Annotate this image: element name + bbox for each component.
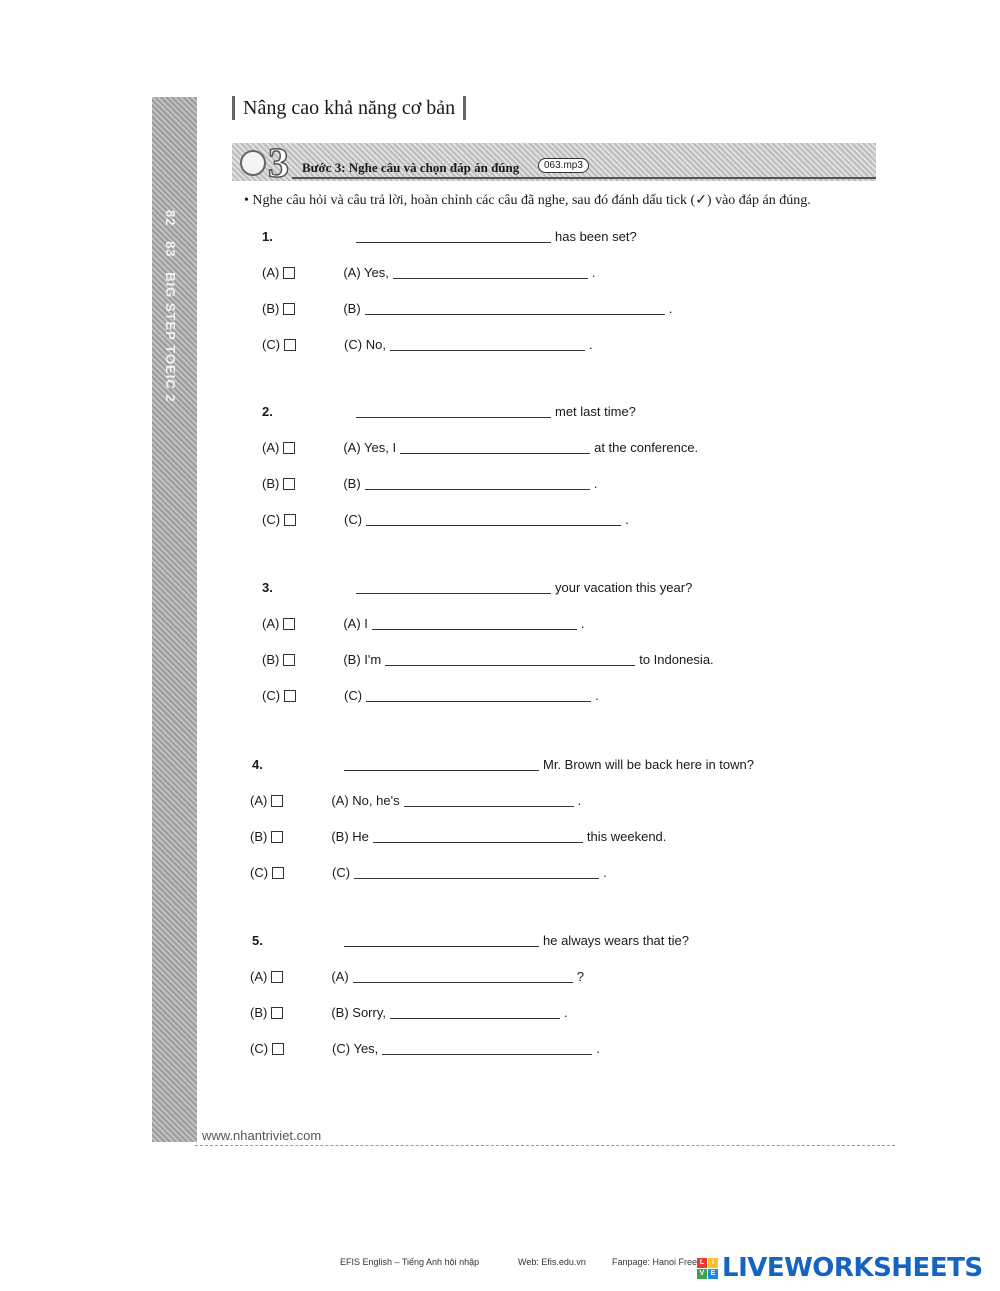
question-text: met last time? [555,404,636,419]
sidebar-book: BIG STEP TOEIC 2 [163,272,178,403]
answer-suffix: at the conference. [594,440,699,455]
tick-checkbox[interactable] [271,831,283,843]
answer-blank-input[interactable] [382,1042,592,1055]
answer-prefix: (B) [343,476,361,491]
tick-checkbox[interactable] [283,478,295,490]
answer-blank-input[interactable] [365,302,665,315]
answer-blank-input[interactable] [372,617,577,630]
question-text: your vacation this year? [555,580,693,595]
question-blank-input[interactable] [356,581,551,594]
answer-prefix: (A) Yes, I [343,440,397,455]
question-blank-input[interactable] [356,230,551,243]
page-title: Nâng cao khả năng cơ bản [243,96,456,119]
choice-label: (A) [262,265,280,280]
choice-row [250,829,666,844]
tick-checkbox[interactable] [283,303,295,315]
answer-prefix: (B) I'm [343,652,382,667]
answer-prefix: (A) Yes, [343,265,389,280]
answer-prefix: (A) No, he's [331,793,400,808]
answer-prefix: (C) No, [344,337,386,352]
question-3 [262,580,692,595]
sidebar-text [163,210,178,413]
question-text: he always wears that tie? [543,933,689,948]
answer-blank-input[interactable] [385,653,635,666]
question-5 [252,933,689,948]
answer-blank-input[interactable] [366,513,621,526]
tick-checkbox[interactable] [272,1043,284,1055]
answer-suffix: to Indonesia. [639,652,714,667]
tick-checkbox[interactable] [283,654,295,666]
choice-label: (B) [262,652,280,667]
answer-suffix: . [564,1005,568,1020]
answer-suffix: . [595,688,599,703]
answer-prefix: (C) [332,865,351,880]
choice-label: (A) [262,616,280,631]
choice-label: (C) [262,512,281,527]
section-title [232,96,466,120]
answer-suffix: . [668,301,673,316]
choice-label: (B) [262,476,280,491]
answer-prefix: (C) Yes, [332,1041,379,1056]
answer-suffix: . [603,865,607,880]
answer-suffix: . [577,793,582,808]
logo-blocks-icon: L I V E [697,1258,718,1279]
answer-blank-input[interactable] [373,830,583,843]
answer-prefix: (B) [343,301,361,316]
answer-blank-input[interactable] [365,477,590,490]
choice-row [262,337,593,352]
answer-blank-input[interactable] [390,338,585,351]
tick-checkbox[interactable] [272,867,284,879]
choice-row [262,688,599,703]
tick-checkbox[interactable] [283,618,295,630]
title-bar-left [232,96,235,120]
answer-suffix: ? [576,969,584,984]
answer-suffix: . [588,337,593,352]
answer-suffix: . [596,1041,600,1056]
logo-text: LIVEWORKSHEETS [722,1253,983,1283]
web-label: Web: Efis.edu.vn [518,1257,586,1267]
choice-label: (C) [250,865,269,880]
choice-row [262,476,597,491]
question-1 [262,229,637,244]
choice-label: (B) [250,1005,268,1020]
question-number: 5. [252,933,263,948]
instruction-text: • Nghe câu hỏi và câu trả lời, hoàn chỉnh các câu đã nghe, sau đó đánh dấu tick (✓) vào đáp án đúng. [244,193,811,208]
choice-row [250,1041,600,1056]
fanpage-label: Fanpage: Hanoi Free [612,1257,698,1267]
answer-prefix: (B) He [331,829,369,844]
choice-row [262,652,714,667]
choice-label: (B) [262,301,280,316]
answer-blank-input[interactable] [353,970,573,983]
tick-checkbox[interactable] [284,690,296,702]
answer-suffix: this weekend. [586,829,667,844]
answer-prefix: (A) [331,969,349,984]
answer-prefix: (C) [344,512,363,527]
audio-tag[interactable]: 063.mp3 [538,158,589,173]
choice-row [262,512,629,527]
question-number: 2. [262,404,273,419]
liveworksheets-logo [697,1253,983,1283]
choice-row [262,265,596,280]
step-label: Bước 3: Nghe câu và chọn đáp án đúng [302,160,520,175]
question-number: 1. [262,229,273,244]
tick-checkbox[interactable] [271,1007,283,1019]
answer-suffix: . [593,476,598,491]
answer-blank-input[interactable] [393,266,588,279]
choice-row [250,969,584,984]
answer-prefix: (A) I [343,616,368,631]
question-number: 3. [262,580,273,595]
answer-blank-input[interactable] [404,794,574,807]
tick-checkbox[interactable] [283,267,295,279]
answer-suffix: . [580,616,585,631]
title-bar-right [463,96,466,120]
choice-label: (C) [262,688,281,703]
choice-label: (A) [250,969,268,984]
choice-label: (A) [250,793,268,808]
choice-label: (C) [250,1041,269,1056]
answer-blank-input[interactable] [366,689,591,702]
step-number: 3 [268,141,289,187]
answer-suffix: . [625,512,629,527]
footer-divider [195,1145,895,1146]
footer-url: www.nhantriviet.com [202,1128,322,1143]
choice-row [250,865,607,880]
question-blank-input[interactable] [356,405,551,418]
efis-label: EFIS English – Tiếng Anh hội nhập [340,1257,480,1267]
question-blank-input[interactable] [344,934,539,947]
tick-checkbox[interactable] [271,971,283,983]
sidebar-page-b: 83 [163,241,178,258]
tick-checkbox[interactable] [284,514,296,526]
choice-label: (A) [262,440,280,455]
question-text: Mr. Brown will be back here in town? [543,757,754,772]
choice-row [250,793,581,808]
worksheet-page [130,95,905,1190]
answer-prefix: (B) Sorry, [331,1005,386,1020]
question-blank-input[interactable] [344,758,539,771]
answer-blank-input[interactable] [354,866,599,879]
question-2 [262,404,636,419]
question-4 [252,757,754,772]
choice-row [262,440,698,455]
answer-blank-input[interactable] [400,441,590,454]
answer-prefix: (C) [344,688,363,703]
choice-row [262,616,585,631]
tick-checkbox[interactable] [283,442,295,454]
choice-row [250,1005,568,1020]
tick-checkbox[interactable] [284,339,296,351]
choice-label: (C) [262,337,281,352]
tick-checkbox[interactable] [271,795,283,807]
question-text: has been set? [555,229,637,244]
headphone-icon [240,150,266,176]
choice-label: (B) [250,829,268,844]
answer-blank-input[interactable] [390,1006,560,1019]
answer-suffix: . [591,265,596,280]
choice-row [262,301,672,316]
question-number: 4. [252,757,263,772]
sidebar-page-a: 82 [163,210,178,227]
